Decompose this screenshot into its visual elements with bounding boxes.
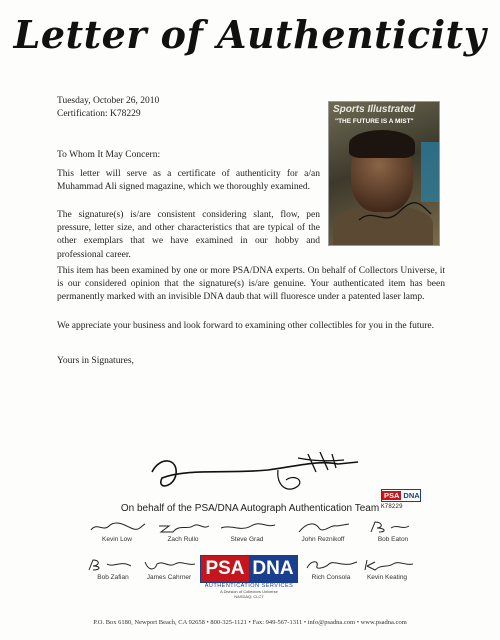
psa-dna-authentication-logo <box>200 555 298 599</box>
magazine-title: Sports Illustrated <box>333 104 416 115</box>
signer-kevin-low <box>82 520 152 543</box>
photo-autograph-icon <box>329 102 439 245</box>
main-authenticator-signature-icon <box>148 450 368 502</box>
signer-name: Zach Rullo <box>167 536 199 543</box>
signer-name: Kevin Keating <box>366 574 408 581</box>
certification-number: Certification: K78229 <box>57 109 141 119</box>
paragraph-appreciation: We appreciate your business and look forward to examining other collectibles for you in the future. <box>57 321 435 331</box>
paragraph-certificate: This letter will serve as a certificate of authenticity for a/an Muhammad Ali signed magazine, which we thoroughly examined. <box>57 169 320 193</box>
closing: Yours in Signatures, <box>57 356 134 366</box>
signer-james-cahrner <box>134 558 204 581</box>
letter-date: Tuesday, October 26, 2010 <box>57 96 160 106</box>
paragraph-examination: This item has been examined by one or more PSA/DNA experts. On behalf of Collectors Universe, it is our considered opinion that the signature(s) is/are genuine. Your authenticated item has been permanently marked with an invisible DNA daub that will fluoresce under a patented laser lamp. <box>57 266 445 303</box>
footer-contact: P.O. Box 6180, Newport Beach, CA 92658 • 800-325-1121 • Fax: 949-567-1311 • info@psadna.com • www.psadna.com <box>93 619 407 626</box>
signature-icon <box>357 558 417 572</box>
salutation: To Whom It May Concern: <box>57 150 161 160</box>
signer-zach-rullo <box>148 520 218 543</box>
signer-bob-eaton <box>358 520 428 543</box>
small-logo-psa: PSA <box>384 491 400 500</box>
signer-name: James Cahrner <box>146 574 192 581</box>
signer-name: John Reznikoff <box>301 536 345 543</box>
signer-name: Bob Zafian <box>97 574 129 581</box>
logo-subtitle: AUTHENTICATION SERVICES <box>204 583 294 589</box>
signature-icon <box>217 520 277 534</box>
signature-icon <box>87 520 147 534</box>
page-title: Letter of Authenticity <box>13 12 487 57</box>
logo-division: A Division of Collectors Universe <box>220 589 278 594</box>
small-logo-dna: DNA <box>403 491 420 500</box>
logo-dna: DNA <box>249 556 297 582</box>
logo-ticker: NASDAQ: CLCT <box>234 594 264 599</box>
letter-meta <box>57 95 159 121</box>
signer-name: Steve Grad <box>230 536 264 543</box>
signer-john-reznikoff <box>288 520 358 543</box>
signer-name: Rich Consola <box>311 574 351 581</box>
signer-name: Kevin Low <box>102 536 132 543</box>
signer-steve-grad <box>212 520 282 543</box>
signature-icon <box>139 558 199 572</box>
paragraph-consistency: The signature(s) is/are consistent considering slant, flow, pen pressure, letter size, and other characteristics that are typical of the other exemplars that we have examined in our hobby and professional career. <box>57 210 320 260</box>
cert-number-label: K78229 <box>381 503 403 510</box>
logo-psa: PSA <box>201 556 249 582</box>
signature-icon <box>363 520 423 534</box>
psa-dna-small-logo <box>381 489 421 502</box>
autographed-magazine-photo <box>328 101 440 246</box>
signer-name: Bob Eaton <box>377 536 409 543</box>
signature-icon <box>153 520 213 534</box>
authentication-team-line: On behalf of the PSA/DNA Autograph Authentication Team <box>120 503 380 514</box>
signature-icon <box>293 520 353 534</box>
signer-kevin-keating <box>352 558 422 581</box>
magazine-headline: "THE FUTURE IS A MIST" <box>335 118 414 125</box>
